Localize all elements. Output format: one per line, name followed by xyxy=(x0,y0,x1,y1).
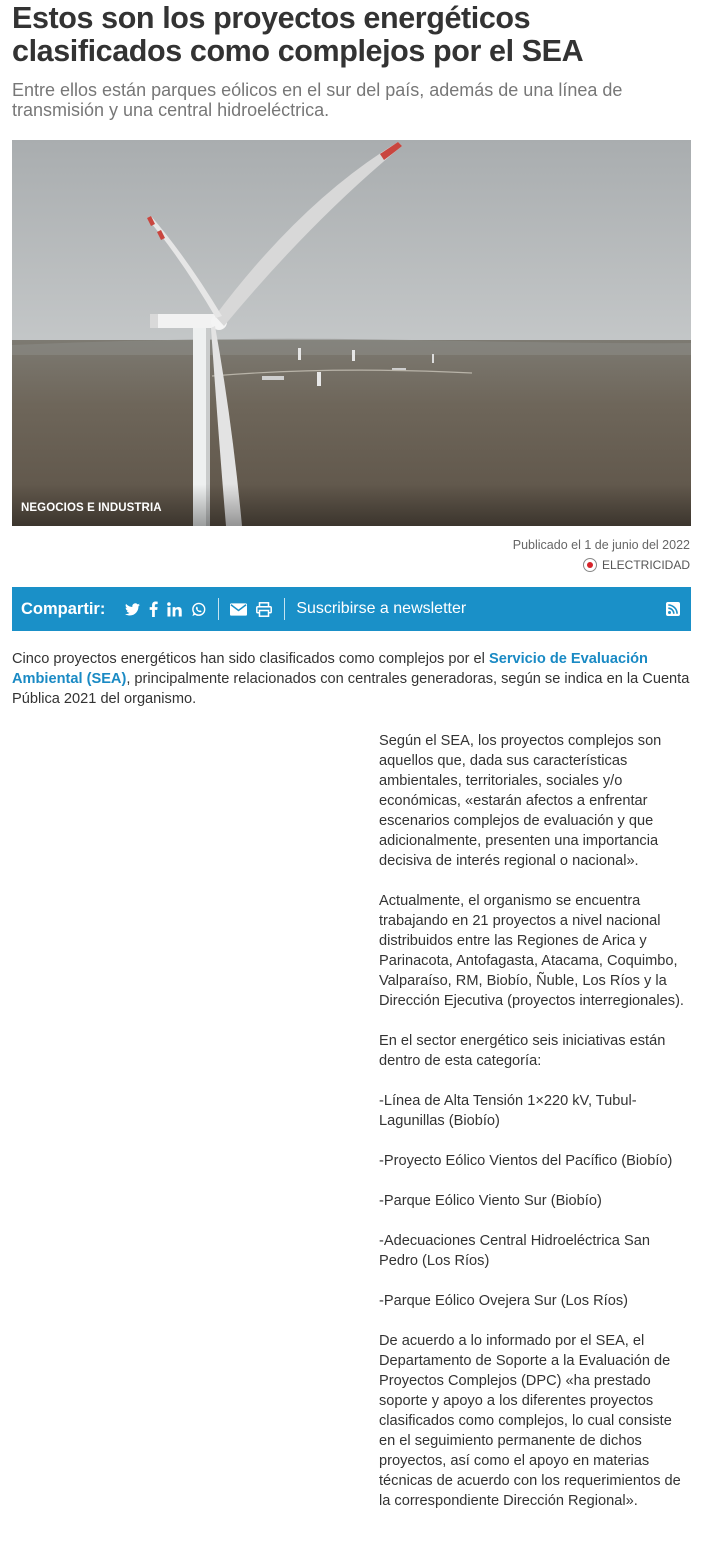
project-list-item: -Proyecto Eólico Vientos del Pacífico (Biobío) xyxy=(379,1153,673,1169)
rss-icon[interactable] xyxy=(666,602,680,616)
category-tag-label[interactable]: ELECTRICIDAD xyxy=(601,558,690,572)
print-icon[interactable] xyxy=(256,602,272,617)
email-icon[interactable] xyxy=(230,603,247,616)
project-list-item: -Línea de Alta Tensión 1×220 kV, Tubul-Lagunillas (Biobío) xyxy=(379,1093,637,1129)
lead-text: , principalmente relacionados con centrales generadoras, según se indica en la Cuenta Pública 2021 del organismo. xyxy=(12,671,690,707)
share-bar xyxy=(12,587,691,631)
body-paragraph: De acuerdo a lo informado por el SEA, el Departamento de Soporte a la Evaluación de Proyectos Complejos (DPC) «ha prestado soporte y apoyo a los diferentes proyectos clasificados como complejos, lo cual consiste en el seguimiento permanente de dichos proyectos, así como el apoyo en materias técnicas de acuerdo con los requerimientos de la correspondiente Dirección Regional». xyxy=(379,1333,681,1509)
article-title: Estos son los proyectos energéticos clasificados como complejos por el SEA xyxy=(12,1,584,68)
body-paragraph: Según el SEA, los proyectos complejos son aquellos que, dada sus características ambientales, territoriales, sociales y/o económicas, «estarán afectos a enfrentar escenarios complejos de evaluación y que adicionalmente, presenten una importancia decisiva de interés regional o nacional». xyxy=(379,733,662,869)
hero-category-label[interactable]: NEGOCIOS E INDUSTRIA xyxy=(21,502,162,514)
twitter-icon[interactable] xyxy=(125,603,140,616)
project-list-item: -Parque Eólico Ovejera Sur (Los Ríos) xyxy=(379,1293,629,1309)
published-date: Publicado el 1 de junio del 2022 xyxy=(512,538,690,552)
article-body xyxy=(379,731,691,1531)
project-list-item: -Adecuaciones Central Hidroeléctrica San Pedro (Los Ríos) xyxy=(379,1233,650,1269)
hero-image xyxy=(12,140,691,526)
hero-category-overlay xyxy=(12,484,691,526)
body-paragraph: Actualmente, el organismo se encuentra trabajando en 21 proyectos a nivel nacional distribuidos entre las Regiones de Arica y Parinacota, Antofagasta, Atacama, Coquimbo, Valparaíso, RM, Biobío, Ñuble, Los Ríos y la Dirección Ejecutiva (proyectos interregionales). xyxy=(379,893,684,1009)
article-subtitle: Entre ellos están parques eólicos en el sur del país, además de una línea de transmisión y una central hidroeléctrica. xyxy=(12,80,623,120)
share-divider xyxy=(218,598,219,620)
lead-paragraph xyxy=(12,649,692,709)
share-divider xyxy=(284,598,285,620)
whatsapp-icon[interactable] xyxy=(191,602,206,617)
project-list-item: -Parque Eólico Viento Sur (Biobío) xyxy=(379,1193,602,1209)
linkedin-icon[interactable] xyxy=(167,602,182,617)
body-paragraph: En el sector energético seis iniciativas están dentro de esta categoría: xyxy=(379,1033,666,1069)
target-icon xyxy=(583,558,597,572)
sea-link[interactable]: Servicio de Evaluación Ambiental (SEA) xyxy=(12,651,648,687)
newsletter-link[interactable]: Suscribirse a newsletter xyxy=(296,600,467,617)
wind-turbine-photo xyxy=(12,140,691,526)
category-tag[interactable] xyxy=(583,558,690,572)
facebook-icon[interactable] xyxy=(149,601,158,617)
share-label: Compartir: xyxy=(21,599,106,618)
lead-text: Cinco proyectos energéticos han sido clasificados como complejos por el xyxy=(12,651,489,667)
